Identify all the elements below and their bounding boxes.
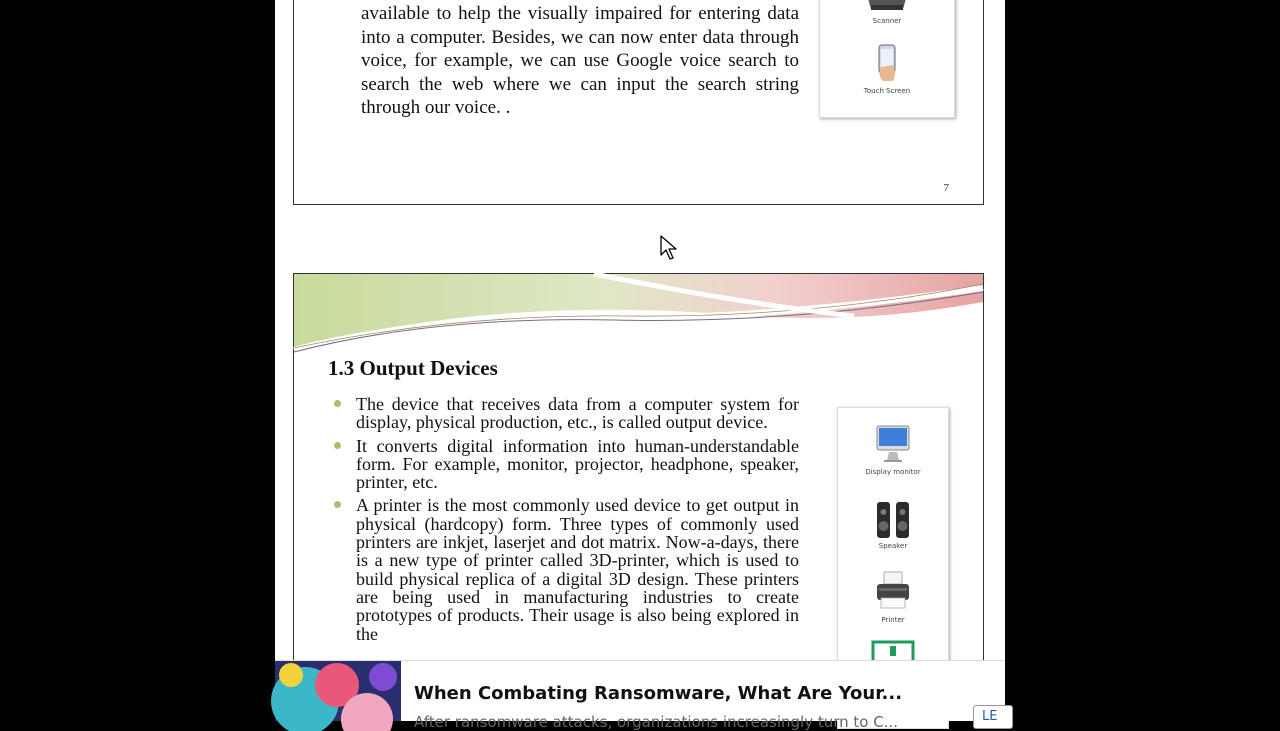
device-scanner [820, 0, 954, 25]
ad-banner[interactable] [275, 660, 1005, 731]
touch-screen-icon [867, 41, 907, 85]
slide-title: 1.3 Output Devices [328, 356, 498, 380]
slide-8 [293, 273, 984, 715]
bullet-item: It converts digital information into human-understandable form. For example, monitor, projector, headphone, speaker, printer, etc. [334, 437, 799, 492]
device-label: Speaker [878, 542, 908, 550]
device-label: Printer [881, 616, 905, 624]
input-devices-card [819, 0, 955, 118]
decorative-wave-banner [294, 274, 983, 354]
slide-7 [293, 0, 984, 205]
ad-subtitle: After ransomware attacks, organizations increasingly turn to C... [414, 713, 899, 731]
display-monitor-icon [871, 422, 915, 466]
printer-icon [871, 568, 915, 614]
device-touch-screen [820, 41, 954, 95]
document-viewer[interactable] [275, 0, 1005, 720]
ad-learn-more-button[interactable]: LE [973, 705, 1013, 729]
page-number: 7 [943, 182, 949, 194]
slide-7-body-text: available to help the visually impaired for entering data into a computer. Besides, we can now enter data through voice, for example, we can use Google voice search to search the web where we can input the search string through our voice. . [361, 3, 799, 118]
mouse-cursor-icon [660, 235, 678, 261]
bullet-icon [334, 400, 341, 407]
bullet-list [334, 395, 799, 648]
device-label: Display monitor [865, 468, 921, 476]
device-label: Scanner [872, 17, 902, 25]
ad-thumbnail-image [275, 661, 401, 721]
device-display-monitor [838, 422, 948, 476]
bullet-item: A printer is the most commonly used device to get output in physical (hardcopy) form. Three types of commonly used printers are inkjet, laserjet and dot matrix. Now-a-days, there is a new type of printer called 3D-printer, which is used to build physical replica of a digital 3D design. These printers are being used in manufacturing industries to create prototypes of products. Their usage is also being explored in the [334, 496, 799, 642]
bullet-item: The device that receives data from a computer system for display, physical production, etc., is called output device. [334, 395, 799, 432]
ad-title[interactable]: When Combating Ransomware, What Are Your... [414, 683, 903, 704]
bullet-icon [334, 501, 341, 508]
device-speaker [838, 500, 948, 550]
device-printer [838, 568, 948, 624]
device-label: Touch Screen [863, 87, 911, 95]
bullet-icon [334, 442, 341, 449]
ad-thumbnail[interactable] [275, 661, 401, 721]
scanner-icon [857, 0, 917, 15]
speaker-icon [871, 500, 915, 540]
